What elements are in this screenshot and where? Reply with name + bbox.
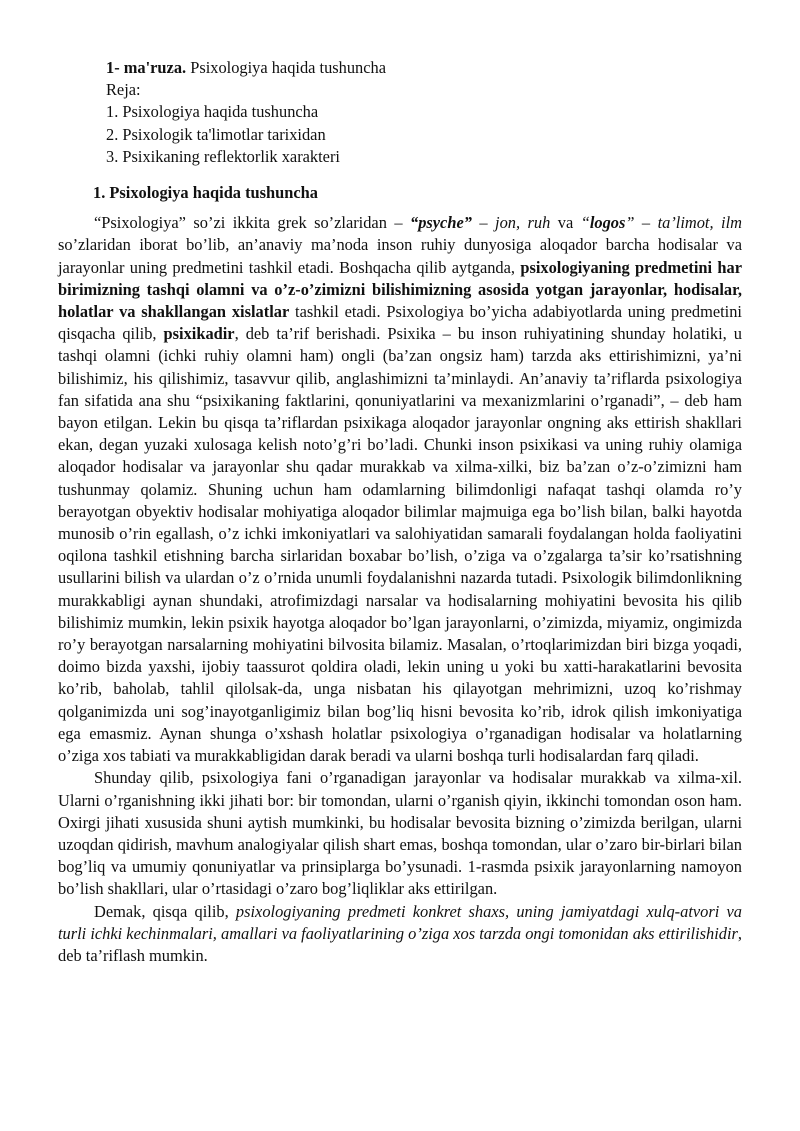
paragraph-2: Shunday qilib, psixologiya fani o’rganadigan jarayonlar va hodisalar murakkab va xilma-xil. Ularni o’rganishning ikki jihati bor: bir tomondan, ularni o’rganish qiyin, ikkinchi tomondan oson ham. Oxirgi jihati xususida shuni aytish mumkinki, bu hodisalar bevosita bizning o’zimizda berilgan, ularni uzoqdan qidirish, mavhum analogiyalar qilish shart emas, boshqa tomondan, ular o’zaro bir-birlari bilan bog’liq va umumiy qonuniyatlar va prinsiplarga bo’ysunadi. 1-rasmda psixik jarayonlarning namoyon bo’lish shakllari, ular o’rtasidagi o’zaro bog’liqliklar aks ettirilgan. [58, 768, 742, 899]
plan-item-1: 1. Psixologiya haqida tushuncha [106, 102, 319, 122]
paragraph-3 [58, 901, 742, 968]
p1-term-psyche: “psyche” [410, 213, 472, 233]
p1-term-logos: logos [589, 213, 626, 233]
lecture-number: 1- ma'ruza. [106, 58, 187, 77]
p1-text-1: “Psixologiya” so’zi ikkita grek so’zlaridan – [94, 213, 411, 233]
p1-text-3: va [550, 213, 581, 233]
lecture-title-line [106, 57, 742, 79]
p1-quote-open: “ [580, 213, 590, 233]
plan-item-3: 3. Psixikaning reflektorlik xarakteri [106, 146, 340, 166]
p1-term-psixikadir: psixikadir [163, 324, 235, 344]
p1-text-4: so’zlaridan iborat bo’lib, an’anaviy ma’noda inson ruhiy dunyosiga aloqador barcha hodisalar va jarayonlar uning predmetini tashkil etadi. Boshqacha qilib aytganda, [58, 235, 742, 277]
p1-text-6: , deb ta’rif berishadi. Psixika – bu inson ruhiyatining shunday holatiki, u tashqi olamni (ichki ruhiy olamni ham) ongli (ba’zan ongsiz ham) tarzda aks ettirishimizni, ya’ni bilishimiz, his qilishimiz, tasavvur qilib, anglashimizni ta’minlaydi. An’anaviy ta’riflarda psixologiya fan sifatida ana shu “psixikaning faktlarini, qonuniyatlarini va mexanizmlarini o’rganadi”, – deb ham bayon etilgan. Lekin bu qisqa ta’riflardan psixikaga aloqador jarayonlar ongning aks ettirish shakllari ekan, degan yuzaki xulosaga kelish noto’g’ri bo’ladi. Chunki inson psixikasi va uning ruhiy olamiga aloqador hodisalar va jarayonlar shu qadar murakkab va xilma-xilki, biz ba’zan o’z-o’zimizni ham tushunmay qolamiz. Shuning uchun ham odamlarning bilimdonligi nafaqat tashqi olamda ro’y berayotgan obyektiv hodisalar mohiyatiga aloqador bilimlar majmuiga ega bo’lish bilan, balki hayotda munosib o’rin egallash, o’z ichki imkoniyatlari va salohiyatidan samarali foydalangan holda faoliyatini oqilona tashkil etishning barcha sirlaridan boxabar bo’lish, o’ziga va o’zgalarga ta’sir ko’rsatishning usullarini bilish va ulardan o’z o’rnida unumli foydalanishni nazarda tutadi. Psixologik bilimdonlikning murakkabligi aynan shundaki, atrofimizdagi narsalar va hodisalarning mohiyatini bevosita his qilib bilishimiz mumkin, lekin psixik hayotga aloqador bo’lgan jarayonlarni, o’zimizda, miyamiz, ongimizda ro’y berayotgan narsalarning mohiyatini bilvosita bilamiz. Masalan, o’rtoqlarimizdan biri bizga yoqadi, doimo bizda yaxshi, ijobiy taassurot qoldira oladi, lekin uning u yoki bu xatti-harakatlarini bevosita ko’rib, baholab, tahlil qilolsak-da, unga nisbatan his qilayotgan mehrimizni, uzoq ko’rishmay qolganimizda uni sog’inayotganligimiz bilan bog’liq hisni bevosita ko’rib, idrok qilish imkoniyatiga ega emasmiz. Aynan shunga o’xshash holatlar psixologiya o’rganadigan hodisalar va holatlarning o’ziga xos tabiati va murakkabligidan darak beradi va ularni boshqa turli hodisalardan farq qiladi. [58, 324, 742, 766]
p3-text-2: , deb ta’riflash mumkin. [58, 923, 742, 965]
document-page [58, 57, 742, 967]
p3-italic-definition: psixologiyaning predmeti konkret shaxs, uning jamiyatdagi xulq-atvori va turli ichki kechinmalari, amallari va faoliyatlarining o’ziga xos tarzda ongi tomonidan aks ettirilishidir [58, 901, 742, 943]
plan-label: Reja: [106, 80, 141, 100]
p1-term-jon-ruh: jon, ruh [495, 213, 551, 233]
plan-item-2: 2. Psixologik ta'limotlar tarixidan [106, 124, 326, 144]
p1-term-talimot-ilm: ” – ta’limot, ilm [625, 213, 742, 233]
p1-bold-definition: psixologiyaning predmetini har birimizning tashqi olamni va o’z-o’zimizni bilishimizning asosida yotgan jarayonlar, hodisalar, holatlar va shakllangan xislatlar [58, 257, 742, 322]
paragraph-1 [58, 212, 742, 767]
lecture-title: Psixologiya haqida tushuncha [186, 58, 386, 77]
p3-text-1: Demak, qisqa qilib, [94, 901, 236, 921]
lecture-header [58, 57, 742, 168]
section-heading: 1. Psixologiya haqida tushuncha [93, 183, 318, 203]
p1-text-5: tashkil etadi. Psixologiya bo’yicha adabiyotlarda uning predmetini qisqacha qilib, [58, 302, 742, 344]
p1-text-2: – [471, 213, 496, 233]
